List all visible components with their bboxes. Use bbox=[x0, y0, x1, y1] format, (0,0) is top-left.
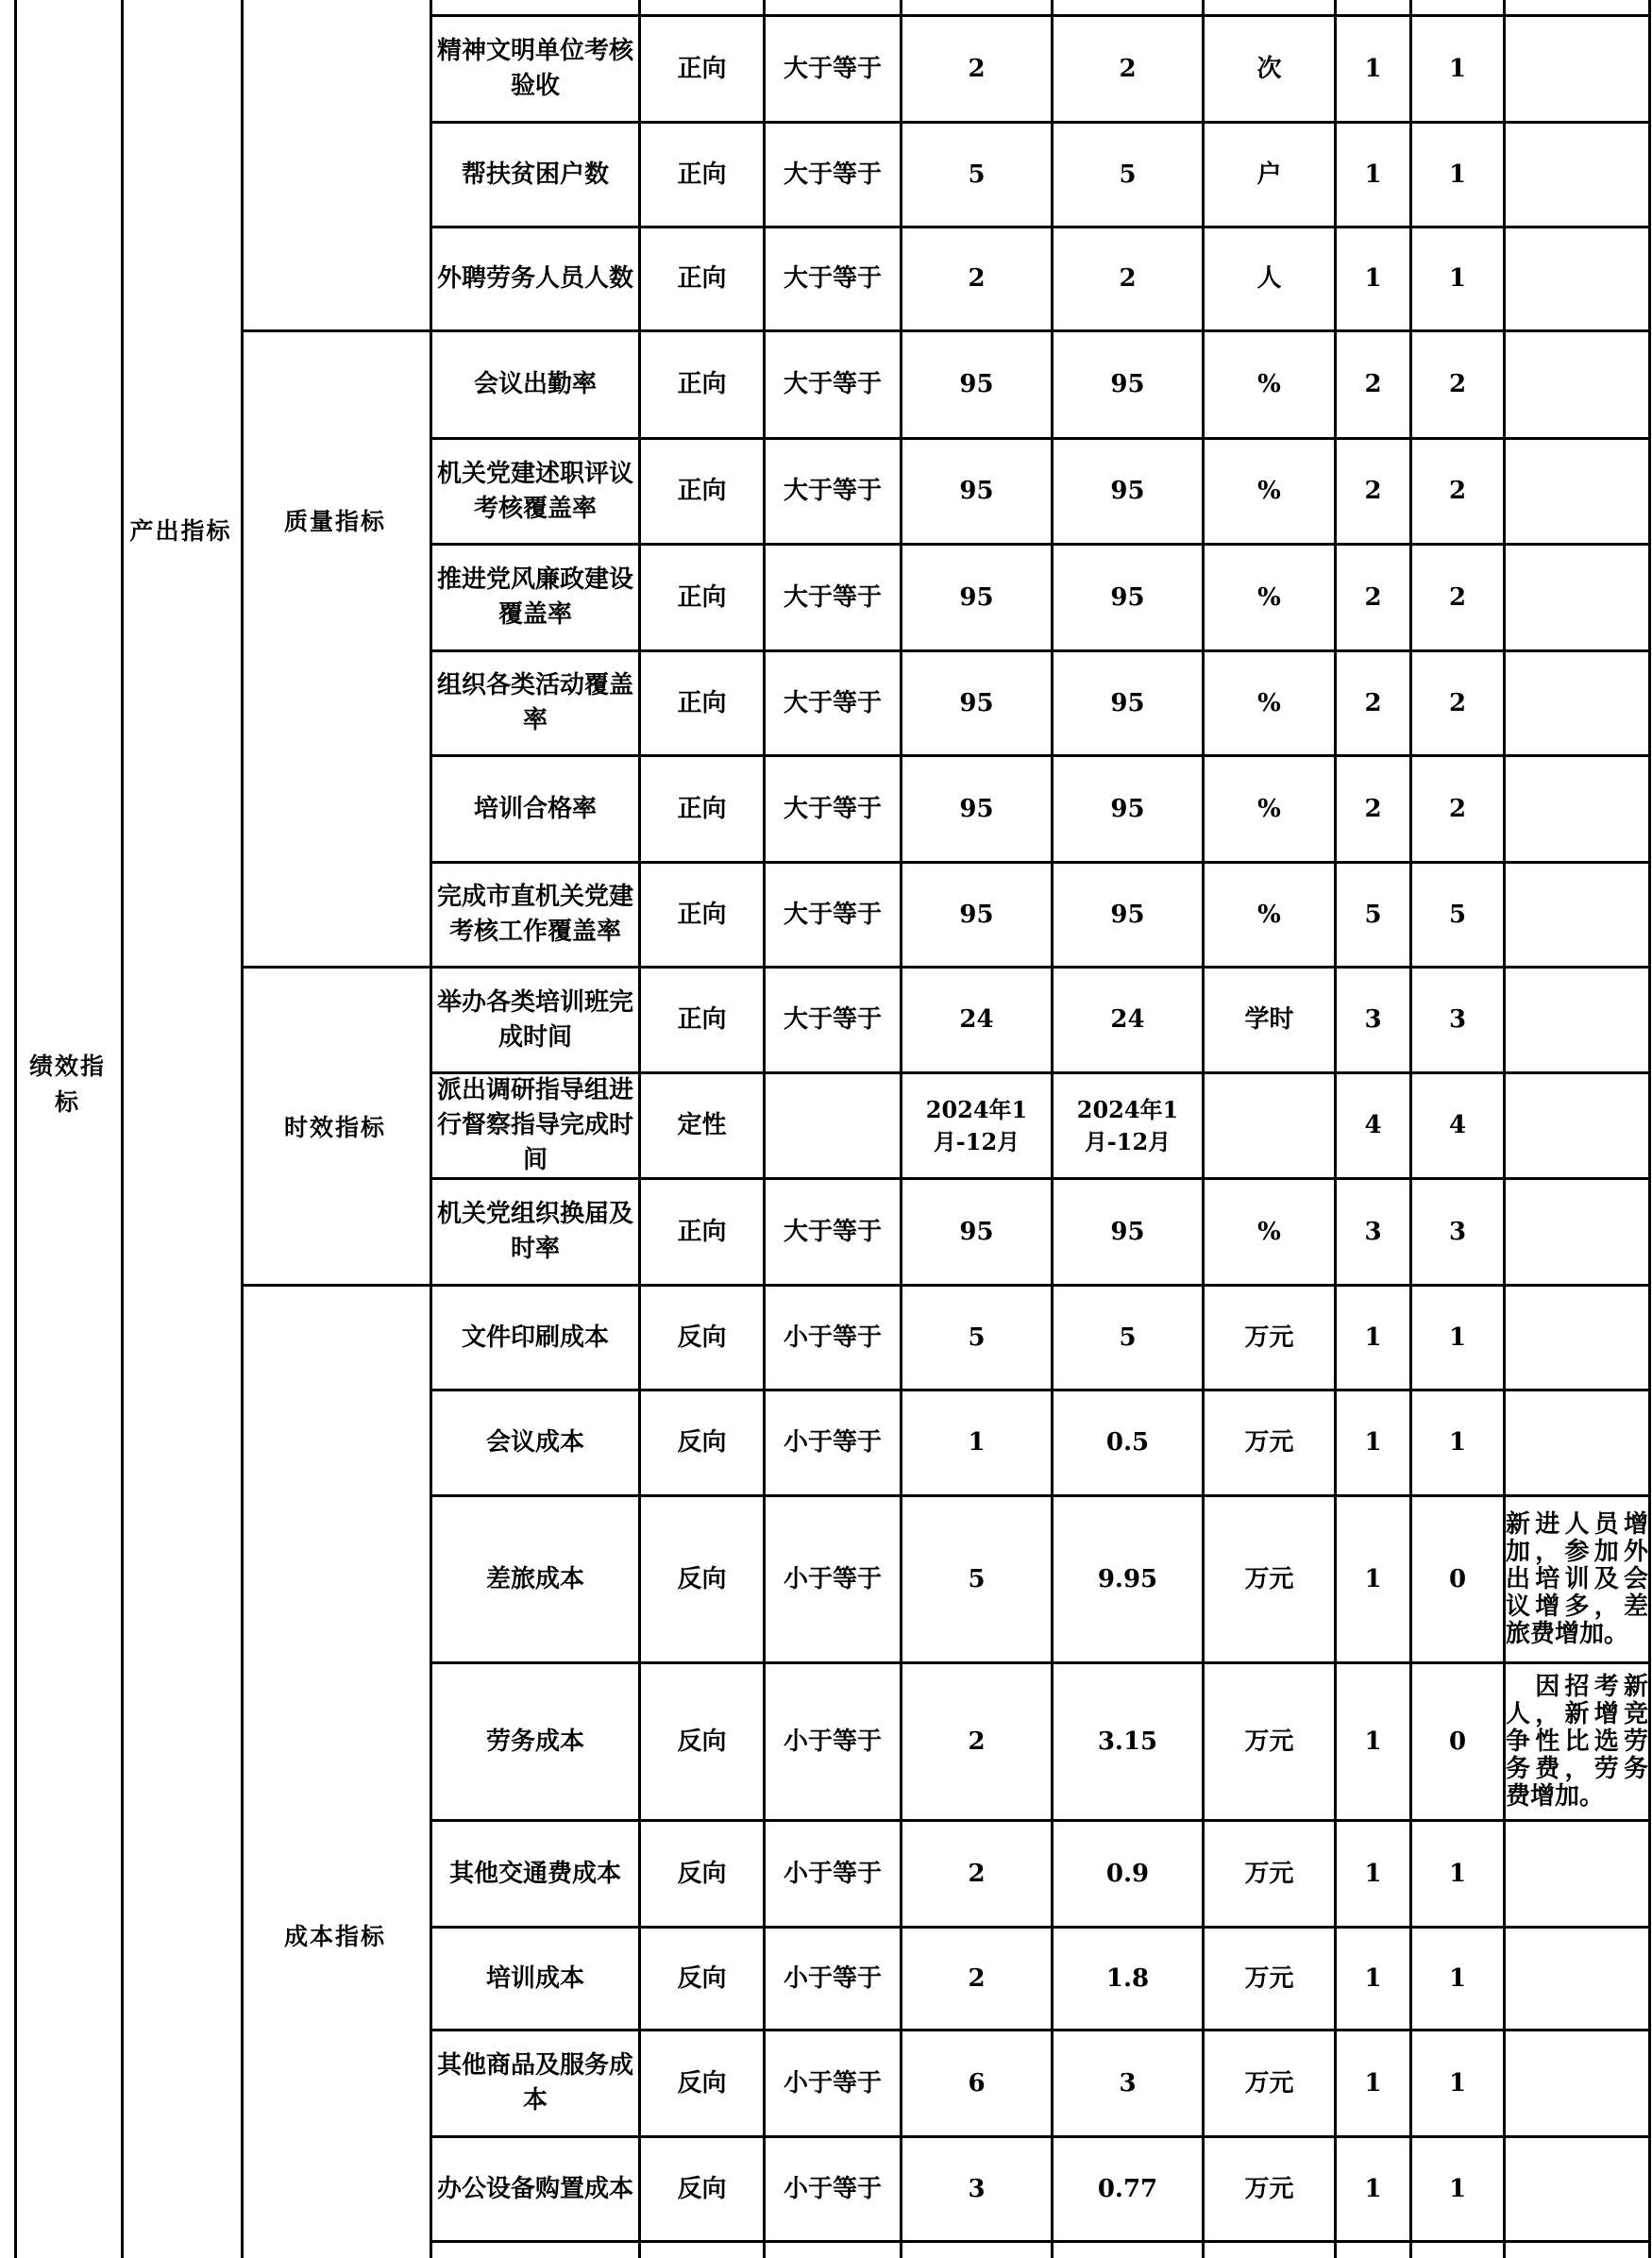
indicator-direction: 反向 bbox=[677, 1323, 727, 1352]
actual-value: 2024年1月-12月 bbox=[1076, 1095, 1179, 1155]
actual-value: 95 bbox=[1110, 688, 1145, 717]
comparison-operator: 大于等于 bbox=[783, 264, 882, 293]
score: 1 bbox=[1448, 2174, 1467, 2203]
unit: 万元 bbox=[1244, 1963, 1294, 1993]
unit: % bbox=[1257, 688, 1281, 717]
note bbox=[1506, 969, 1648, 1071]
indicator-direction: 正向 bbox=[677, 1217, 727, 1246]
comparison-operator: 大于等于 bbox=[783, 1005, 882, 1034]
weight: 1 bbox=[1364, 1727, 1382, 1756]
score: 1 bbox=[1448, 1428, 1467, 1457]
actual-value: 95 bbox=[1110, 477, 1145, 505]
section-label-quality: 质量指标 bbox=[283, 508, 386, 535]
indicator-name: 培训合格率 bbox=[473, 794, 597, 823]
indicator-direction: 正向 bbox=[677, 1005, 727, 1034]
section-label-timeliness: 时效指标 bbox=[283, 1114, 386, 1141]
target-value: 95 bbox=[959, 582, 994, 612]
indicator-direction: 反向 bbox=[677, 1564, 727, 1593]
indicator-name: 培训成本 bbox=[485, 1963, 584, 1993]
comparison-operator: 小于等于 bbox=[783, 2068, 882, 2098]
actual-value: 95 bbox=[1110, 794, 1145, 823]
weight: 2 bbox=[1364, 794, 1382, 823]
weight: 5 bbox=[1364, 900, 1382, 929]
weight: 1 bbox=[1364, 264, 1382, 293]
unit: 万元 bbox=[1244, 1727, 1294, 1756]
target-value: 3 bbox=[968, 2174, 986, 2203]
actual-value: 9.95 bbox=[1097, 1564, 1158, 1593]
comparison-operator: 小于等于 bbox=[783, 1727, 882, 1756]
unit: % bbox=[1257, 794, 1281, 823]
comparison-operator: 大于等于 bbox=[783, 582, 882, 612]
comparison-operator: 大于等于 bbox=[783, 900, 882, 929]
note bbox=[1506, 1822, 1648, 1926]
comparison-operator bbox=[766, 1074, 900, 1177]
comparison-operator: 小于等于 bbox=[783, 1428, 882, 1457]
indicator-direction: 正向 bbox=[677, 477, 727, 505]
indicator-name: 完成市直机关党建考核工作覆盖率 bbox=[436, 883, 633, 946]
target-value: 95 bbox=[959, 477, 994, 505]
score: 0 bbox=[1448, 1727, 1467, 1756]
comparison-operator: 小于等于 bbox=[783, 1859, 882, 1888]
unit: 万元 bbox=[1244, 1564, 1294, 1593]
note bbox=[1506, 1664, 1648, 1819]
indicator-name: 其他商品及服务成本 bbox=[436, 2051, 633, 2115]
actual-value: 1.8 bbox=[1105, 1963, 1150, 1993]
comparison-operator: 大于等于 bbox=[783, 1217, 882, 1246]
target-value: 1 bbox=[968, 1428, 986, 1457]
indicator-direction: 反向 bbox=[677, 2174, 727, 2203]
target-value: 95 bbox=[959, 794, 994, 823]
indicator-name: 差旅成本 bbox=[485, 1564, 584, 1593]
actual-value: 0.9 bbox=[1105, 1859, 1150, 1888]
target-value: 6 bbox=[968, 2068, 986, 2098]
comparison-operator: 小于等于 bbox=[783, 1963, 882, 1993]
comparison-operator: 小于等于 bbox=[783, 1564, 882, 1593]
indicator-name: 推进党风廉政建设覆盖率 bbox=[436, 565, 633, 629]
note bbox=[1506, 2031, 1648, 2135]
unit: % bbox=[1257, 477, 1281, 505]
comparison-operator: 大于等于 bbox=[783, 54, 882, 83]
weight: 1 bbox=[1364, 1428, 1382, 1457]
indicator-direction: 反向 bbox=[677, 1859, 727, 1888]
target-value: 5 bbox=[968, 1323, 986, 1352]
note bbox=[1506, 1929, 1648, 2029]
note bbox=[1506, 864, 1648, 966]
indicator-direction: 正向 bbox=[677, 370, 727, 398]
actual-value: 5 bbox=[1119, 160, 1137, 189]
actual-value: 24 bbox=[1110, 1005, 1145, 1034]
unit: 次 bbox=[1256, 54, 1282, 83]
indicator-direction: 正向 bbox=[677, 54, 727, 83]
score: 1 bbox=[1448, 2068, 1467, 2098]
note bbox=[1506, 332, 1648, 437]
indicator-direction: 正向 bbox=[677, 160, 727, 189]
unit: 万元 bbox=[1244, 1323, 1294, 1352]
weight: 2 bbox=[1364, 477, 1382, 505]
indicator-name: 其他交通费成本 bbox=[448, 1859, 621, 1888]
score: 1 bbox=[1448, 54, 1467, 83]
indicator-direction: 反向 bbox=[677, 1428, 727, 1457]
grid-line bbox=[1648, 0, 1651, 2258]
comparison-operator: 小于等于 bbox=[783, 2174, 882, 2203]
actual-value: 95 bbox=[1110, 582, 1145, 612]
note bbox=[1506, 1391, 1648, 1494]
unit: 万元 bbox=[1244, 1428, 1294, 1457]
score: 1 bbox=[1448, 160, 1467, 189]
indicator-name: 机关党组织换届及时率 bbox=[436, 1200, 633, 1263]
indicator-direction: 正向 bbox=[677, 688, 727, 717]
indicator-name: 精神文明单位考核验收 bbox=[436, 37, 633, 100]
comparison-operator: 大于等于 bbox=[783, 688, 882, 717]
score: 2 bbox=[1448, 688, 1467, 717]
actual-value: 95 bbox=[1110, 900, 1145, 929]
note bbox=[1506, 440, 1648, 543]
target-value: 5 bbox=[968, 160, 986, 189]
score: 3 bbox=[1448, 1005, 1467, 1034]
target-value: 95 bbox=[959, 688, 994, 717]
unit: 学时 bbox=[1244, 1005, 1294, 1034]
unit: 人 bbox=[1256, 264, 1282, 293]
indicator-name: 会议成本 bbox=[485, 1428, 584, 1457]
indicator-direction: 反向 bbox=[677, 2068, 727, 2098]
note bbox=[1506, 757, 1648, 861]
note bbox=[1506, 546, 1648, 649]
note bbox=[1506, 2138, 1648, 2240]
indicator-direction: 定性 bbox=[677, 1111, 727, 1139]
unit: 户 bbox=[1256, 160, 1282, 189]
target-value: 2 bbox=[968, 54, 986, 83]
weight: 1 bbox=[1364, 1323, 1382, 1352]
indicator-name: 派出调研指导组进行督察指导完成时间 bbox=[436, 1076, 633, 1174]
weight: 2 bbox=[1364, 688, 1382, 717]
target-value: 2 bbox=[968, 1963, 986, 1993]
indicator-direction: 正向 bbox=[677, 900, 727, 929]
weight: 1 bbox=[1364, 1564, 1382, 1593]
indicator-name: 外聘劳务人员人数 bbox=[436, 264, 633, 293]
score: 2 bbox=[1448, 477, 1467, 505]
target-value: 24 bbox=[959, 1005, 994, 1034]
indicator-name: 文件印刷成本 bbox=[461, 1323, 609, 1352]
note-text: 新进人员增加，参加外出培训及会议增多，差旅费增加。 bbox=[1506, 1509, 1648, 1648]
indicator-name: 会议出勤率 bbox=[473, 370, 597, 398]
weight: 1 bbox=[1364, 2174, 1382, 2203]
target-value: 95 bbox=[959, 1217, 994, 1246]
comparison-operator: 大于等于 bbox=[783, 160, 882, 189]
note bbox=[1506, 17, 1648, 121]
target-value: 5 bbox=[968, 1564, 986, 1593]
actual-value: 3 bbox=[1119, 2068, 1137, 2098]
note bbox=[1506, 1497, 1648, 1661]
row-group-label-performance: 绩效指标 bbox=[28, 1053, 106, 1116]
unit: % bbox=[1257, 582, 1281, 612]
comparison-operator: 大于等于 bbox=[783, 794, 882, 823]
target-value: 2 bbox=[968, 1859, 986, 1888]
indicator-direction: 反向 bbox=[677, 1963, 727, 1993]
indicator-direction: 正向 bbox=[677, 264, 727, 293]
unit: 万元 bbox=[1244, 1859, 1294, 1888]
unit: % bbox=[1257, 370, 1281, 398]
weight: 3 bbox=[1364, 1005, 1382, 1034]
actual-value: 3.15 bbox=[1097, 1727, 1158, 1756]
weight: 1 bbox=[1364, 1859, 1382, 1888]
weight: 1 bbox=[1364, 160, 1382, 189]
unit bbox=[1205, 1074, 1334, 1177]
score: 1 bbox=[1448, 1323, 1467, 1352]
note-text: 因招考新人，新增竞争性比选劳务费，劳务费增加。 bbox=[1506, 1672, 1648, 1811]
note bbox=[1506, 124, 1648, 226]
actual-value: 0.77 bbox=[1097, 2174, 1158, 2203]
indicator-direction: 正向 bbox=[677, 582, 727, 612]
unit: 万元 bbox=[1244, 2068, 1294, 2098]
weight: 2 bbox=[1364, 582, 1382, 612]
grid-line bbox=[430, 2240, 1651, 2243]
section-label-cost: 成本指标 bbox=[283, 1923, 386, 1950]
target-value: 2024年1月-12月 bbox=[925, 1095, 1028, 1155]
unit: % bbox=[1257, 900, 1281, 929]
unit: % bbox=[1257, 1217, 1281, 1246]
note bbox=[1506, 1287, 1648, 1389]
weight: 4 bbox=[1364, 1111, 1382, 1139]
actual-value: 2 bbox=[1119, 54, 1137, 83]
indicator-name: 劳务成本 bbox=[485, 1727, 584, 1756]
note bbox=[1506, 1074, 1648, 1177]
score: 1 bbox=[1448, 1963, 1467, 1993]
unit: 万元 bbox=[1244, 2174, 1294, 2203]
weight: 1 bbox=[1364, 1963, 1382, 1993]
note bbox=[1506, 652, 1648, 754]
score: 3 bbox=[1448, 1217, 1467, 1246]
indicator-name: 组织各类活动覆盖率 bbox=[436, 671, 633, 734]
target-value: 95 bbox=[959, 370, 994, 398]
indicator-direction: 正向 bbox=[677, 794, 727, 823]
actual-value: 0.5 bbox=[1105, 1428, 1150, 1457]
indicator-name: 举办各类培训班完成时间 bbox=[436, 987, 633, 1052]
col-group-label-output: 产出指标 bbox=[129, 517, 232, 545]
indicator-name: 办公设备购置成本 bbox=[436, 2174, 633, 2203]
score: 2 bbox=[1448, 370, 1467, 398]
grid-line bbox=[14, 0, 17, 2258]
note bbox=[1506, 1180, 1648, 1284]
comparison-operator: 大于等于 bbox=[783, 370, 882, 398]
grid-line bbox=[121, 0, 124, 2258]
score: 5 bbox=[1448, 900, 1467, 929]
score: 2 bbox=[1448, 582, 1467, 612]
indicator-name: 帮扶贫困户数 bbox=[461, 160, 609, 189]
weight: 1 bbox=[1364, 54, 1382, 83]
comparison-operator: 小于等于 bbox=[783, 1323, 882, 1352]
actual-value: 2 bbox=[1119, 264, 1137, 293]
actual-value: 95 bbox=[1110, 1217, 1145, 1246]
score: 2 bbox=[1448, 794, 1467, 823]
actual-value: 5 bbox=[1119, 1323, 1137, 1352]
target-value: 2 bbox=[968, 1727, 986, 1756]
note bbox=[1506, 228, 1648, 329]
target-value: 2 bbox=[968, 264, 986, 293]
score: 4 bbox=[1448, 1111, 1467, 1139]
weight: 2 bbox=[1364, 370, 1382, 398]
weight: 1 bbox=[1364, 2068, 1382, 2098]
target-value: 95 bbox=[959, 900, 994, 929]
actual-value: 95 bbox=[1110, 370, 1145, 398]
comparison-operator: 大于等于 bbox=[783, 477, 882, 505]
score: 0 bbox=[1448, 1564, 1467, 1593]
weight: 3 bbox=[1364, 1217, 1382, 1246]
score: 1 bbox=[1448, 264, 1467, 293]
indicator-direction: 反向 bbox=[677, 1727, 727, 1756]
score: 1 bbox=[1448, 1859, 1467, 1888]
indicator-name: 机关党建述职评议考核覆盖率 bbox=[436, 459, 633, 523]
